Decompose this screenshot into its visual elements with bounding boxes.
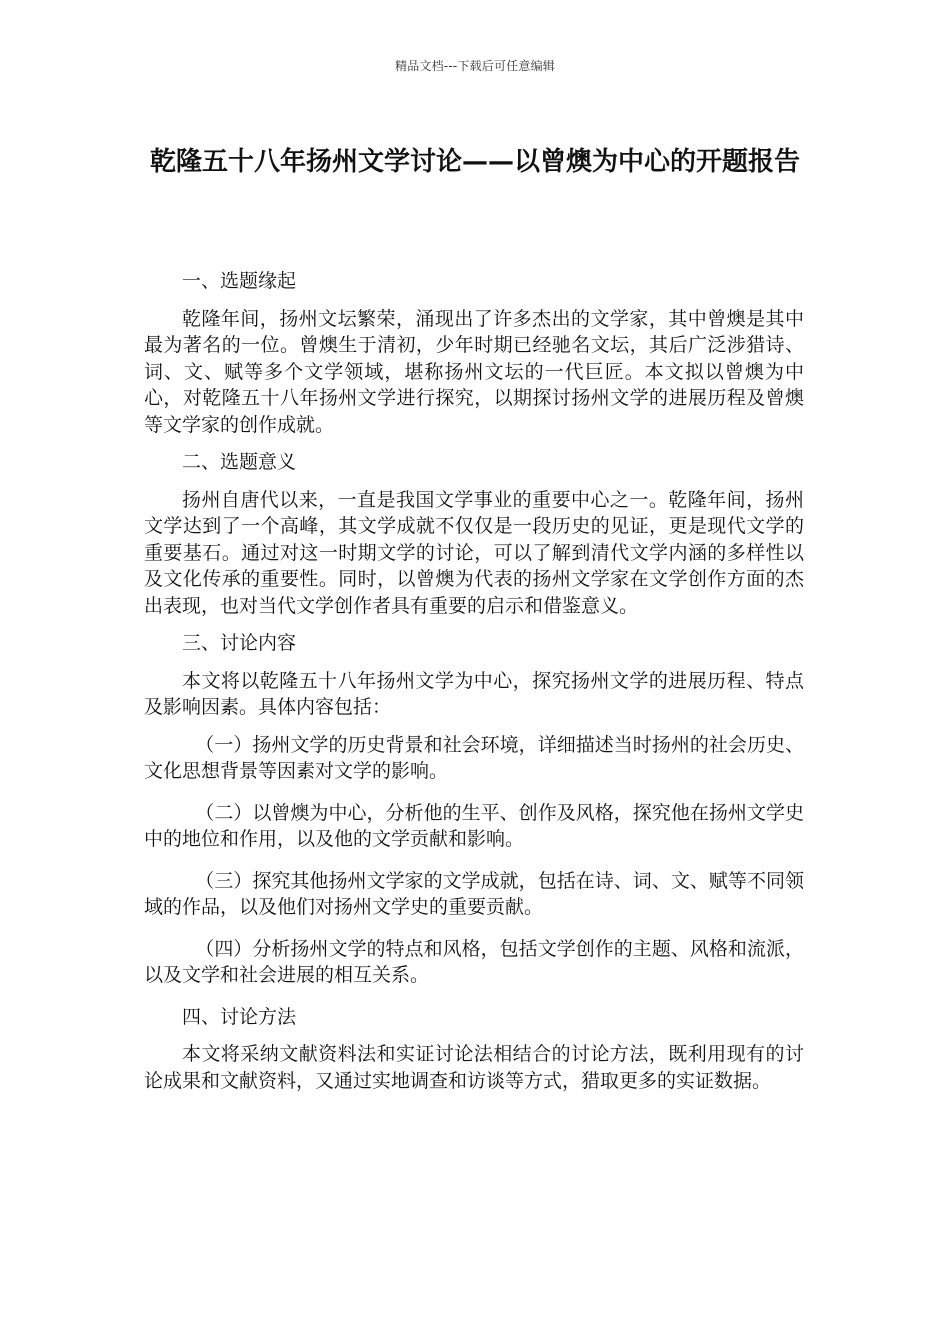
content-list-item: （四）分析扬州文学的特点和风格，包括文学创作的主题、风格和流派，以及文学和社会进展的相互关系。 <box>144 937 804 986</box>
document-body <box>144 268 804 1105</box>
content-list-item: （一）扬州文学的历史背景和社会环境，详细描述当时扬州的社会历史、文化思想背景等因素对文学的影响。 <box>144 733 804 782</box>
section-heading-content: 三、讨论内容 <box>182 632 297 654</box>
section-heading-significance: 二、选题意义 <box>182 451 297 473</box>
content-list-item: （二）以曾燠为中心，分析他的生平、创作及风格，探究他在扬州文学史中的地位和作用，以及他的文学贡献和影响。 <box>144 801 804 850</box>
section-heading-origin: 一、选题缘起 <box>182 270 297 292</box>
header-note: 精品文档---下载后可任意编辑 <box>395 59 555 73</box>
section-paragraph: 本文将以乾隆五十八年扬州文学为中心，探究扬州文学的进展历程、特点及影响因素。具体内容包括： <box>144 669 804 718</box>
section-paragraph: 本文将采纳文献资料法和实证讨论法相结合的讨论方法，既利用现有的讨论成果和文献资料，又通过实地调查和访谈等方式，猎取更多的实证数据。 <box>144 1043 804 1092</box>
section-heading-method: 四、讨论方法 <box>182 1005 297 1028</box>
section-paragraph: 扬州自唐代以来，一直是我国文学事业的重要中心之一。乾隆年间，扬州文学达到了一个高峰，其文学成就不仅仅是一段历史的见证，更是现代文学的重要基石。通过对这一时期文学的讨论，可以了解到清代文学内涵的多样性以及文化传承的重要性。同时，以曾燠为代表的扬州文学家在文学创作方面的杰出表现，也对当代文学创作者具有重要的启示和借鉴意义。 <box>144 488 804 617</box>
page-title: 乾隆五十八年扬州文学讨论——以曾燠为中心的开题报告 <box>149 147 800 177</box>
content-list-item: （三）探究其他扬州文学家的文学成就，包括在诗、词、文、赋等不同领域的作品，以及他们对扬州文学史的重要贡献。 <box>144 869 804 918</box>
section-paragraph: 乾隆年间，扬州文坛繁荣，涌现出了许多杰出的文学家，其中曾燠是其中最为著名的一位。曾燠生于清初，少年时期已经驰名文坛，其后广泛涉猎诗、词、文、赋等多个文学领域，堪称扬州文坛的一代巨匠。本文拟以曾燠为中心，对乾隆五十八年扬州文学进行探究，以期探讨扬州文学的进展历程及曾燠等文学家的创作成就。 <box>144 307 804 436</box>
